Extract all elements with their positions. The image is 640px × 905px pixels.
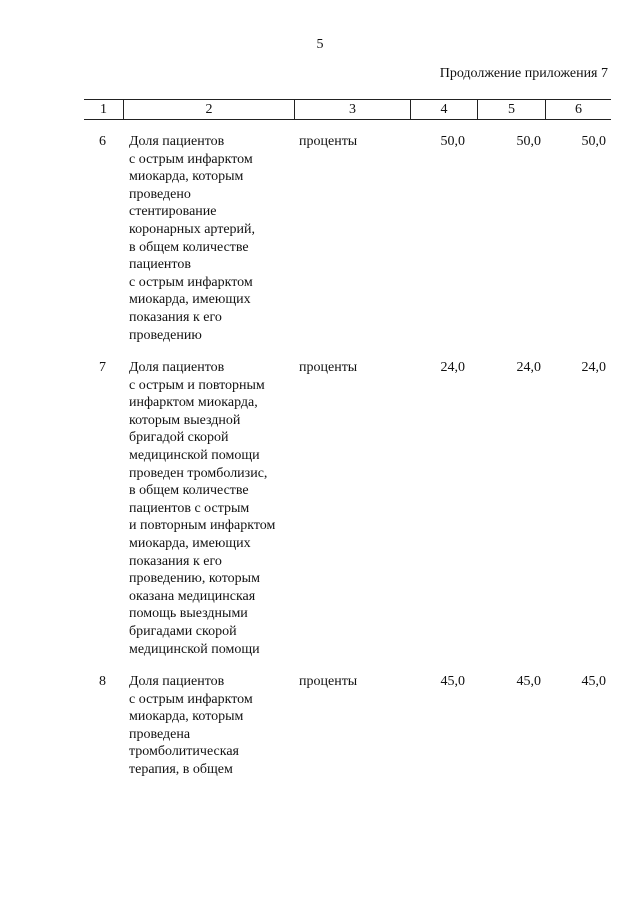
- value-col-4: 50,0: [440, 134, 465, 149]
- row-number: 6: [99, 134, 106, 149]
- row-number: 8: [99, 674, 106, 689]
- header-col-5: 5: [478, 100, 546, 119]
- value-col-5: 24,0: [516, 360, 541, 375]
- unit: проценты: [299, 674, 358, 689]
- header-col-2: 2: [124, 100, 295, 119]
- header-col-4: 4: [411, 100, 478, 119]
- value-col-6: 50,0: [581, 134, 606, 149]
- header-col-1: 1: [84, 100, 124, 119]
- table-header-row: [84, 99, 611, 120]
- header-col-3: 3: [295, 100, 411, 119]
- indicator-name: Доля пациентов с острым и повторным инфарктом миокарда, которым выездной бригадой скорой медицинской помощи проведен тромболизис, в общем количестве пациентов с острым и повторным инфарктом миокарда, имеющих показания к его проведению, которым оказана медицинская помощь выездными бригадами скорой медицинской помощи: [129, 360, 276, 657]
- value-col-6: 24,0: [581, 360, 606, 375]
- value-col-6: 45,0: [581, 674, 606, 689]
- row-number: 7: [99, 360, 106, 375]
- indicator-name: Доля пациентов с острым инфарктом миокарда, которым проведена тромболитическая терапия, в общем: [129, 674, 253, 777]
- indicator-name: Доля пациентов с острым инфарктом миокарда, которым проведено стентирование коронарных артерий, в общем количестве пациентов с острым инфарктом миокарда, имеющих показания к его проведению: [129, 134, 256, 343]
- value-col-5: 45,0: [516, 674, 541, 689]
- page-number: 5: [316, 37, 324, 52]
- unit: проценты: [299, 360, 358, 375]
- value-col-4: 45,0: [440, 674, 465, 689]
- continuation-label: Продолжение приложения 7: [439, 66, 608, 81]
- header-col-6: 6: [575, 102, 582, 117]
- value-col-5: 50,0: [516, 134, 541, 149]
- value-col-4: 24,0: [440, 360, 465, 375]
- unit: проценты: [299, 134, 358, 149]
